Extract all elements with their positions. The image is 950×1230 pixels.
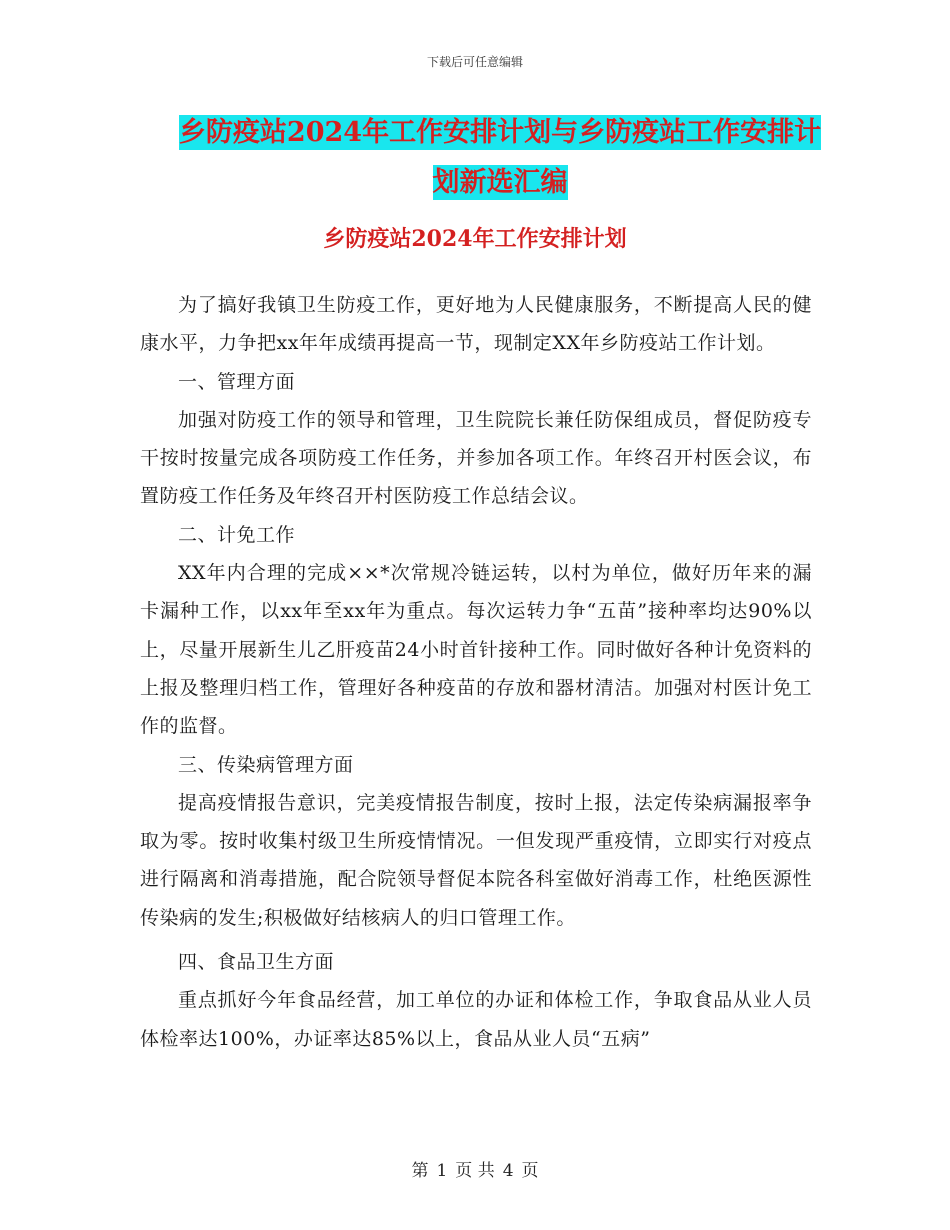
footer-total-pages: 4 (502, 1161, 514, 1181)
document-title (140, 108, 860, 208)
footer-page-number: 1 (436, 1161, 448, 1181)
paragraph-management: 加强对防疫工作的领导和管理，卫生院院长兼任防保组成员，督促防疫专干按时按量完成各项防疫工作任务，并参加各项工作。年终召开村医会议，布置防疫工作任务及年终召开村医防疫工作总结会议。 (140, 408, 812, 508)
heading-infectious-disease: 三、传染病管理方面 (178, 753, 354, 776)
heading-management: 一、管理方面 (178, 370, 296, 393)
footer-mid: 页 共 (455, 1161, 495, 1181)
page-footer (0, 1156, 950, 1181)
title-line-2: 划新选汇编 (432, 167, 568, 198)
paragraph-infectious-disease: 提高疫情报告意识，完美疫情报告制度，按时上报，法定传染病漏报率争取为零。按时收集村级卫生所疫情情况。一但发现严重疫情，立即实行对疫点进行隔离和消毒措施，配合院领导督促本院各科室做好消毒工作，杜绝医源性传染病的发生;积极做好结核病人的归口管理工作。 (140, 791, 812, 929)
paragraph-food-hygiene: 重点抓好今年食品经营，加工单位的办证和体检工作，争取食品从业人员体检率达100%，办证率达85%以上，食品从业人员“五病” (140, 989, 812, 1050)
footer-prefix: 第 (411, 1161, 429, 1181)
heading-immunization: 二、计免工作 (178, 523, 296, 546)
footer-suffix: 页 (521, 1161, 539, 1181)
header-note: 下载后可任意编辑 (426, 55, 523, 69)
paragraph-immunization: XX年内合理的完成××*次常规冷链运转，以村为单位，做好历年来的漏卡漏种工作，以xx年至xx年为重点。每次运转力争“五苗”接种率均达90%以上，尽量开展新生儿乙肝疫苗24小时首针接种工作。同时做好各种计免资料的上报及整理归档工作，管理好各种疫苗的存放和器材清洁。加强对村医计免工作的监督。 (140, 562, 812, 738)
section-title: 乡防疫站2024年工作安排计划 (323, 226, 627, 252)
heading-food-hygiene: 四、食品卫生方面 (178, 951, 335, 974)
title-line-1: 乡防疫站2024年工作安排计划与乡防疫站工作安排计 (178, 117, 822, 148)
paragraph-intro: 为了搞好我镇卫生防疫工作，更好地为人民健康服务，不断提高人民的健康水平，力争把xx年年成绩再提高一节，现制定XX年乡防疫站工作计划。 (140, 294, 812, 355)
document-body (140, 286, 812, 1058)
